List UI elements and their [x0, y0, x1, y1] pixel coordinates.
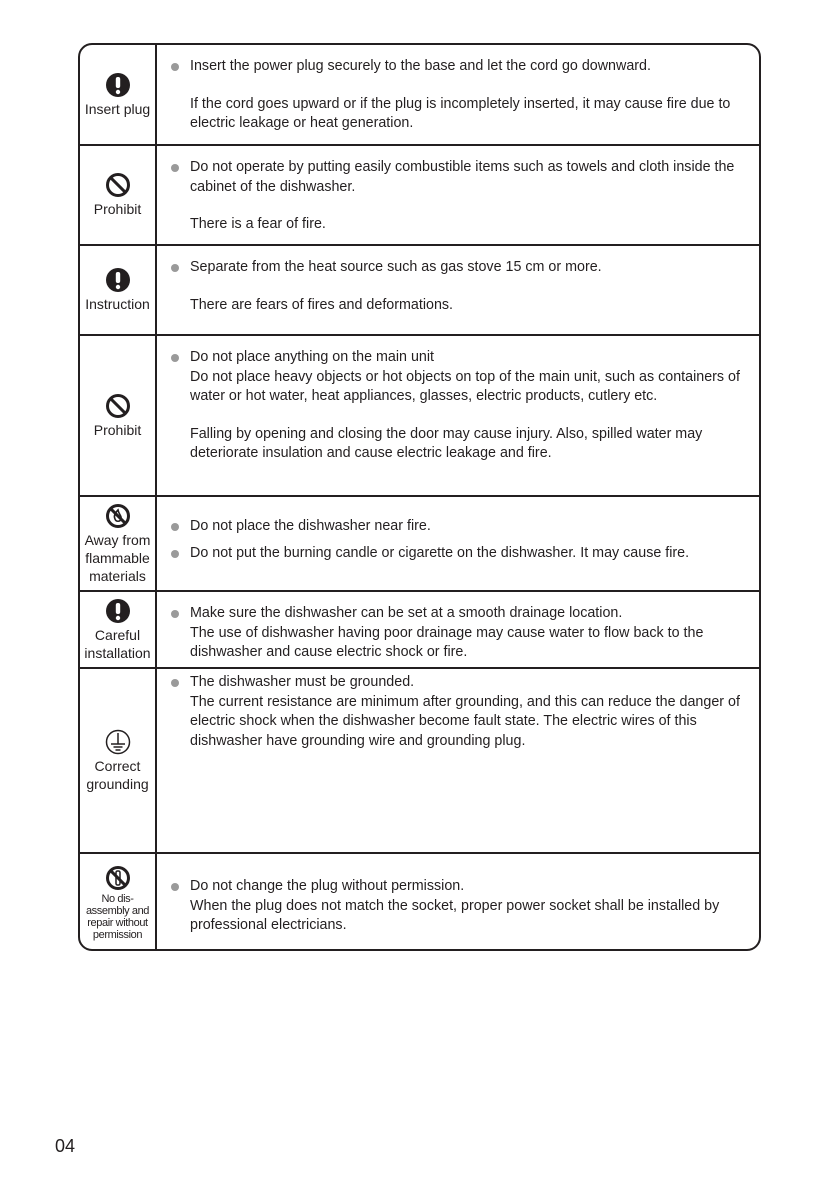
- bullet-text: Do not place the dishwasher near fire.: [190, 518, 431, 534]
- bullet-text: Do not put the burning candle or cigarette on the dishwasher. It may cause fire.: [190, 544, 690, 561]
- icon-cell: [80, 669, 157, 852]
- row-label: Instruction: [85, 296, 150, 312]
- text-cell: [157, 45, 759, 144]
- icon-cell: [80, 146, 157, 244]
- icon-cell: [80, 592, 157, 667]
- bullet-text: Make sure the dishwasher can be set at a smooth drainage location.: [190, 605, 623, 621]
- bullet-dot: [171, 523, 179, 531]
- icon-cell: [80, 246, 157, 334]
- no-disassembly-icon: [105, 865, 131, 891]
- note-text: Falling by opening and closing the door may cause injury. Also, spilled water may deteriorate insulation and cause electric leakage and fire.: [190, 425, 703, 461]
- icon-cell: [80, 854, 157, 951]
- bullet-text: Separate from the heat source such as gas stove 15 cm or more.: [190, 259, 602, 275]
- bullet-item: [169, 673, 749, 693]
- prohibit-icon: [105, 172, 131, 198]
- safety-table: [78, 43, 761, 951]
- text-cell: [157, 497, 759, 590]
- icon-cell: [80, 45, 157, 144]
- no-flame-icon: [105, 503, 131, 529]
- bullet-dot: [171, 354, 179, 362]
- row-label: Correct grounding: [86, 757, 149, 792]
- row-label: Away from flammable materials: [84, 531, 151, 584]
- page-number: 04: [55, 1136, 76, 1156]
- bullet-dot: [171, 610, 179, 618]
- bullet-dot: [171, 679, 179, 687]
- continuation-text: The use of dishwasher having poor drainage may cause water to flow back to the dishwasher and cause electric shock or fire.: [190, 624, 704, 660]
- text-cell: [157, 146, 759, 244]
- bullet-item: [169, 258, 749, 278]
- safety-row-careful-installation: [80, 592, 759, 669]
- row-label: Prohibit: [93, 201, 142, 217]
- bullet-item: [169, 348, 749, 368]
- safety-row-prohibit-placing: [80, 336, 759, 497]
- safety-row-insert-plug: [80, 45, 759, 146]
- row-label: Careful installation: [84, 626, 151, 661]
- text-cell: [157, 336, 759, 495]
- safety-row-prohibit-combustible: [80, 146, 759, 246]
- icon-cell: [80, 336, 157, 495]
- bullet-text: The dishwasher must be grounded.: [190, 674, 415, 690]
- text-cell: [157, 669, 759, 852]
- icon-cell: [80, 497, 157, 590]
- exclamation-icon: [105, 598, 131, 624]
- safety-row-instruction: [80, 246, 759, 336]
- safety-row-away-from-flammable: [80, 497, 759, 592]
- bullet-text: Do not change the plug without permission.: [190, 878, 465, 894]
- bullet-item: [169, 544, 749, 564]
- bullet-text: Insert the power plug securely to the base and let the cord go downward.: [190, 58, 651, 74]
- note-text: There is a fear of fire.: [190, 216, 326, 232]
- row-label: No dis-assembly and repair without permission: [85, 892, 150, 941]
- continuation-text: When the plug does not match the socket, proper power socket shall be installed by professional electricians.: [190, 897, 720, 933]
- exclamation-icon: [105, 72, 131, 98]
- bullet-dot: [171, 264, 179, 272]
- text-cell: [157, 592, 759, 667]
- continuation-text: Do not place heavy objects or hot objects on top of the main unit, such as containers of water or hot water, heat appliances, glasses, electric products, cutlery etc.: [190, 368, 740, 404]
- continuation-text: The current resistance are minimum after grounding, and this can reduce the danger of electric shock when the dishwasher become fault state. The electric wires of this dishwasher have grounding wire and grounding plug.: [190, 693, 740, 749]
- note-text: If the cord goes upward or if the plug is incompletely inserted, it may cause fire due to electric leakage or heat generation.: [190, 95, 731, 131]
- bullet-item: [169, 517, 749, 537]
- bullet-item: [169, 158, 749, 197]
- safety-row-correct-grounding: [80, 669, 759, 854]
- exclamation-icon: [105, 267, 131, 293]
- ground-icon: [105, 729, 131, 755]
- text-cell: [157, 854, 759, 951]
- bullet-text: Do not place anything on the main unit: [190, 349, 435, 365]
- note-text: There are fears of fires and deformations.: [190, 296, 454, 313]
- prohibit-icon: [105, 393, 131, 419]
- bullet-item: [169, 604, 749, 624]
- bullet-text: Do not operate by putting easily combustible items such as towels and cloth inside the cabinet of the dishwasher.: [190, 159, 735, 195]
- row-label: Insert plug: [84, 100, 151, 117]
- row-label: Prohibit: [93, 421, 142, 438]
- bullet-dot: [171, 883, 179, 891]
- bullet-dot: [171, 164, 179, 172]
- bullet-item: [169, 57, 749, 77]
- bullet-dot: [171, 550, 179, 558]
- text-cell: [157, 246, 759, 334]
- bullet-item: [169, 877, 749, 897]
- bullet-dot: [171, 63, 179, 71]
- safety-row-no-disassembly: [80, 854, 759, 951]
